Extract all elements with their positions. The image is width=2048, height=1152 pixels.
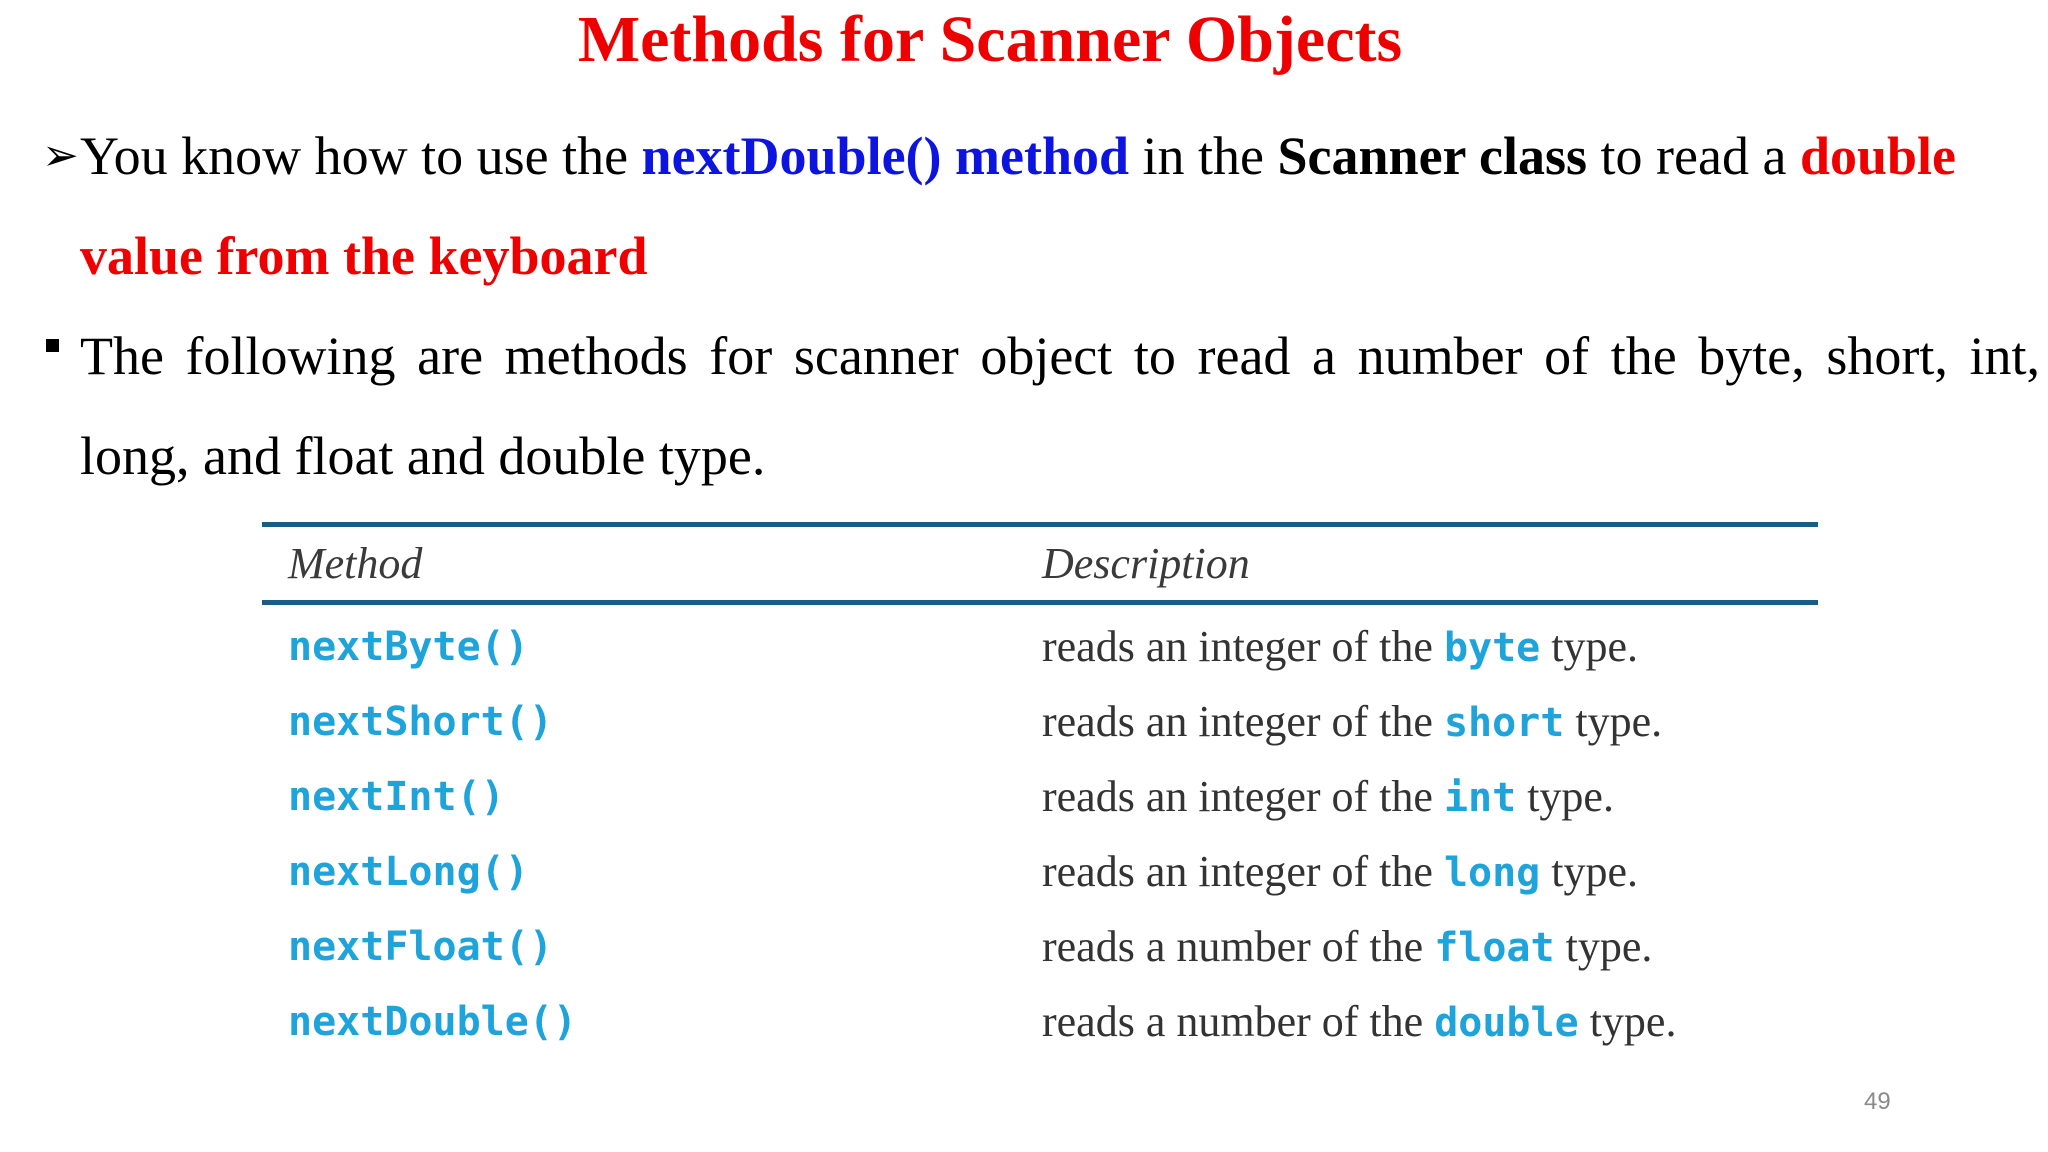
table-row	[262, 984, 1818, 1059]
scanner-methods-table	[262, 522, 1818, 1059]
method-description	[1042, 846, 1818, 897]
method-name: nextInt()	[288, 773, 505, 820]
bullet-text: in the	[1129, 126, 1278, 186]
method-description	[1042, 771, 1818, 822]
square-bullet-icon	[46, 339, 59, 352]
method-description	[1042, 996, 1818, 1047]
description-text: type.	[1516, 772, 1614, 821]
slide-title: Methods for Scanner Objects	[577, 3, 1403, 76]
description-text: type.	[1578, 997, 1677, 1046]
table-row	[262, 684, 1818, 759]
method-description	[1042, 696, 1818, 747]
highlight-class: Scanner class	[1277, 126, 1588, 186]
type-keyword: float	[1434, 925, 1555, 971]
type-keyword: int	[1443, 775, 1517, 821]
page-number: 49	[1864, 1088, 1891, 1115]
type-keyword: short	[1443, 700, 1565, 746]
table-row	[262, 609, 1818, 684]
table-row	[262, 759, 1818, 834]
type-keyword: double	[1434, 1000, 1579, 1046]
header-method: Method	[288, 539, 423, 588]
method-name: nextShort()	[288, 698, 553, 745]
type-keyword: byte	[1443, 625, 1541, 671]
bullet-methods-list-intro	[80, 306, 2040, 506]
highlight-double-value: double value from the keyboard	[80, 126, 1957, 286]
description-text: reads an integer of the	[1042, 847, 1444, 896]
table-header-row	[262, 527, 1818, 600]
header-description: Description	[1042, 539, 1250, 588]
bullet-text: to read a	[1587, 126, 1800, 186]
table-row	[262, 834, 1818, 909]
method-description	[1042, 621, 1818, 672]
method-name: nextLong()	[288, 848, 529, 895]
description-text: reads a number of the	[1042, 922, 1435, 971]
bullet-text: The following are methods for scanner object to read a number of the byte, short, int, long, and float and double type.	[80, 326, 2040, 486]
description-text: reads an integer of the	[1042, 622, 1444, 671]
table-row	[262, 909, 1818, 984]
description-text: type.	[1540, 847, 1639, 896]
description-text: type.	[1564, 697, 1663, 746]
method-name: nextFloat()	[288, 923, 553, 970]
bullet-text: You know how to use the	[80, 126, 642, 186]
table-body	[262, 605, 1818, 1059]
description-text: reads an integer of the	[1042, 772, 1444, 821]
description-text: reads an integer of the	[1042, 697, 1444, 746]
method-description	[1042, 921, 1818, 972]
bullet-scanner-intro	[42, 106, 2040, 306]
arrow-bullet-icon: ➢	[42, 130, 79, 181]
method-name: nextDouble()	[288, 998, 577, 1045]
description-text: type.	[1540, 622, 1639, 671]
method-name: nextByte()	[288, 623, 529, 670]
highlight-method: nextDouble() method	[641, 126, 1130, 186]
description-text: reads a number of the	[1042, 997, 1435, 1046]
type-keyword: long	[1443, 850, 1541, 896]
description-text: type.	[1554, 922, 1653, 971]
